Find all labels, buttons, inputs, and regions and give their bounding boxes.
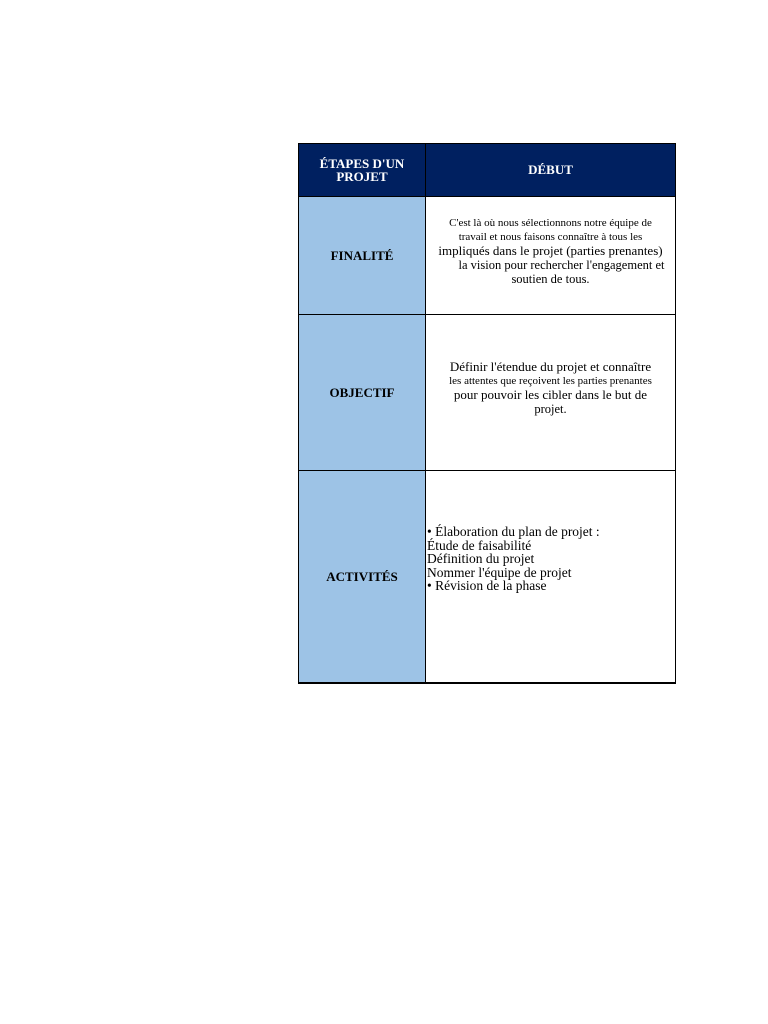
finalite-line: impliqués dans le projet (parties prenantes) bbox=[438, 242, 663, 258]
header-start-label: DÉBUT bbox=[528, 162, 573, 177]
finalite-line: soutien de tous. bbox=[511, 271, 590, 286]
row-label-objectif bbox=[299, 315, 426, 471]
header-stages-cell bbox=[299, 144, 426, 197]
activites-list-item: • Révision de la phase bbox=[427, 578, 547, 594]
objectif-line: projet. bbox=[534, 401, 567, 416]
finalite-line: travail et nous faisons connaître à tous les bbox=[458, 230, 643, 243]
activites-list-item: • Élaboration du plan de projet : bbox=[427, 524, 600, 540]
header-start-cell bbox=[426, 144, 675, 197]
project-stages-table bbox=[298, 143, 676, 684]
objectif-line: les attentes que reçoivent les parties prenantes bbox=[449, 374, 652, 387]
objectif-text bbox=[426, 360, 675, 416]
row-label-finalite bbox=[299, 197, 426, 315]
row-label-text: FINALITÉ bbox=[330, 247, 394, 263]
finalite-text bbox=[426, 216, 675, 286]
finalite-line: C'est là où nous sélectionnons notre équipe de bbox=[449, 216, 652, 229]
row-label-activites bbox=[299, 471, 426, 682]
row-content-finalite bbox=[426, 197, 675, 315]
row-content-objectif bbox=[426, 315, 675, 471]
objectif-line: Définir l'étendue du projet et connaître bbox=[449, 358, 652, 374]
activites-list bbox=[426, 525, 675, 593]
row-content-activites bbox=[426, 471, 675, 682]
row-label-text: ACTIVITÉS bbox=[326, 568, 398, 584]
row-label-text: OBJECTIF bbox=[329, 384, 395, 400]
activites-list-item: Définition du projet bbox=[427, 551, 535, 567]
activites-list-item: Étude de faisabilité bbox=[427, 537, 532, 553]
header-stages-label: ÉTAPES D'UN PROJET bbox=[319, 156, 405, 184]
objectif-line: pour pouvoir les cibler dans le but de bbox=[453, 386, 648, 402]
finalite-line: la vision pour rechercher l'engagement et bbox=[458, 257, 665, 272]
activites-list-item: Nommer l'équipe de projet bbox=[427, 564, 572, 580]
